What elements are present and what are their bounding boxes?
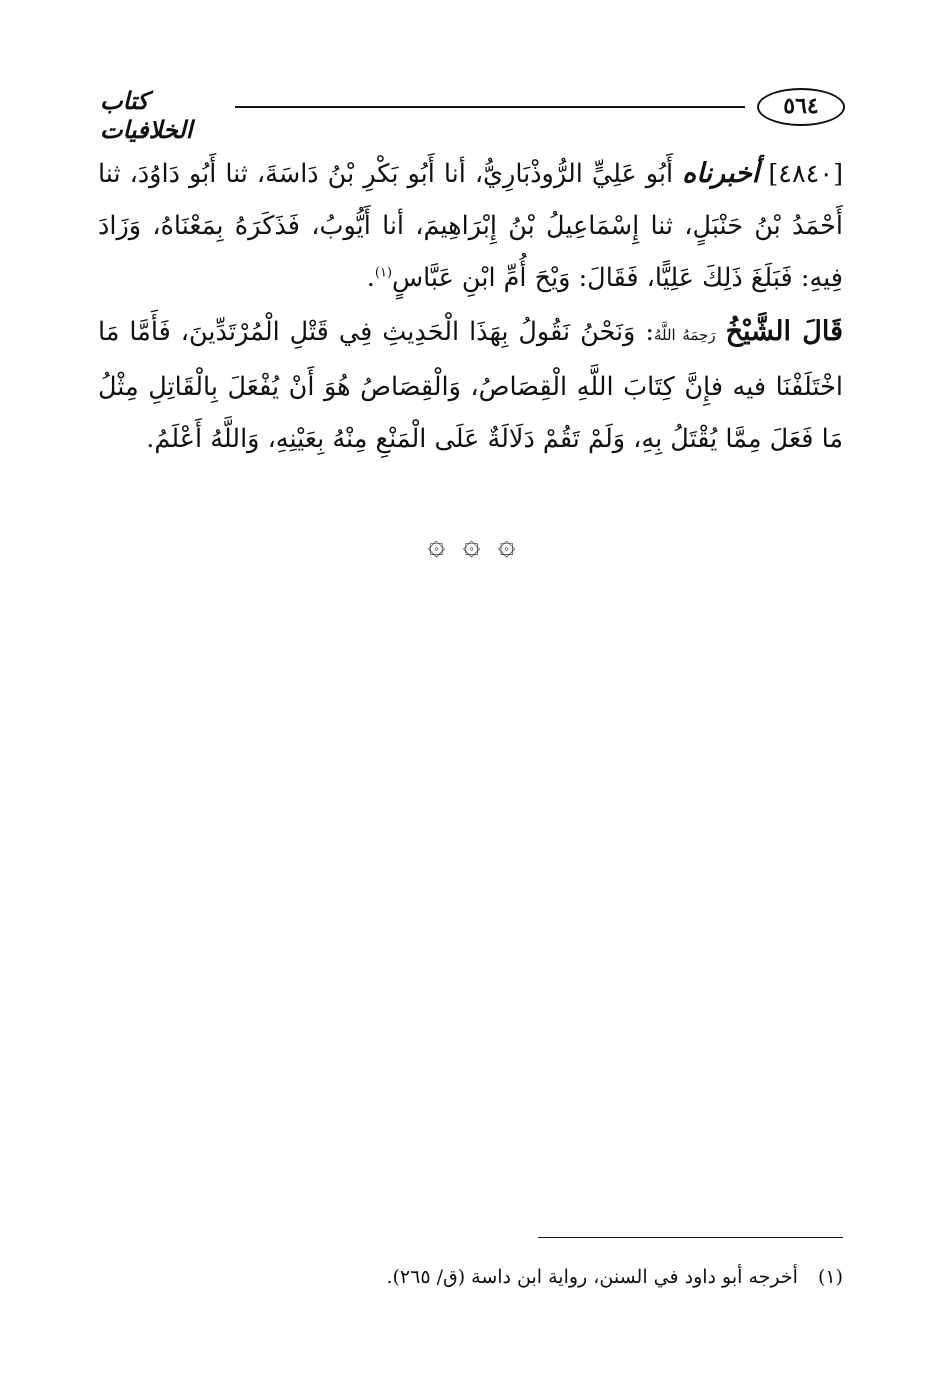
footnote-number: (١) [817,1266,843,1288]
ornament-icon: ۞ [462,527,481,562]
hadith-lead-word: أخبرناه [682,158,760,189]
closing-period: . [366,263,375,293]
hadith-paragraph [98,148,843,304]
hadith-number: [٤٨٤٠] [768,159,844,189]
header-rule [235,106,745,108]
footnote-text: أخرجه أبو داود في السنن، رواية ابن داسة (ق/ ٢٦٥). [386,1266,798,1288]
page-header [100,82,845,144]
footnote-reference: (١) [374,265,393,281]
sheikh-text: : وَنَحْنُ نَقُولُ بِهَذَا الْحَدِيثِ فِي قَتْلِ الْمُرْتَدِّينَ، فَأَمَّا مَا اخْتَلَفْنَا فيه فإِنَّ كِتَابَ اللَّهِ الْقِصَاصُ، وَالْقِصَاصُ هُوَ أَنْ يُفْعَلَ بِالْقَاتِلِ مِثْلُ مَا فَعَلَ مِمَّا يُقْتَلُ بِهِ، وَلَمْ تَقُمْ دَلَالَةٌ عَلَى الْمَنْعِ مِنْهُ بِعَيْنِهِ، وَاللَّهُ أَعْلَمُ. [98,317,843,454]
page-number-badge: ٥٦٤ [757,88,845,126]
book-title: كتاب الخلافيات [100,86,193,144]
sheikh-paragraph [98,306,843,465]
ornament-icon: ۞ [427,527,446,562]
section-ornaments [0,527,943,562]
sheikh-honorific: رَحِمَهُ اللَّهُ [653,326,716,344]
ornament-icon: ۞ [497,527,516,562]
main-text [98,148,843,465]
footnote-separator [538,1237,843,1238]
footnote [98,1262,843,1292]
hadith-text: أَبُو عَلِيٍّ الرُّوذْبَارِيُّ، أنا أَبُو بَكْرِ بْنُ دَاسَةَ، ثنا أَبُو دَاوُدَ، ثنا أَحْمَدُ بْنُ حَنْبَلٍ، ثنا إِسْمَاعِيلُ بْنُ إِبْرَاهِيمَ، أنا أَيُّوبُ، فَذَكَرَهُ بِمَعْنَاهُ، وَزَادَ فِيهِ: فَبَلَغَ ذَلِكَ عَلِيًّا، فَقَالَ: وَيْحَ أُمِّ ابْنِ عَبَّاسٍ [98,159,843,293]
sheikh-lead: قَالَ الشَّيْخُ [725,316,843,347]
